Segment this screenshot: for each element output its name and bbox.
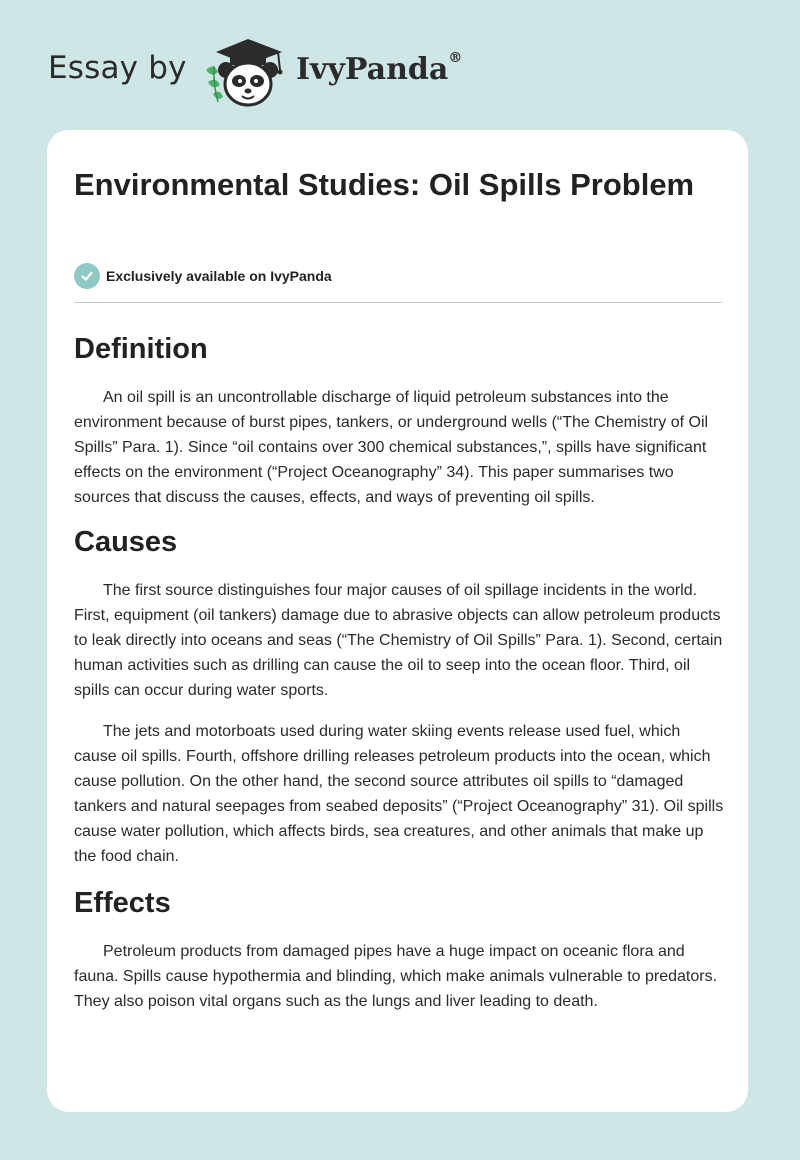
essay-by-label: Essay by — [48, 50, 187, 86]
badge-label: Exclusively available on IvyPanda — [106, 268, 332, 284]
article-body — [74, 320, 724, 1014]
exclusive-badge — [74, 263, 332, 289]
panda-graduate-icon[interactable] — [200, 36, 294, 108]
paragraph: Petroleum products from damaged pipes have a huge impact on oceanic flora and fauna. Spills cause hypothermia and blinding, which make animals vulnerable to predators. They also poison vital organs such as the lungs and liver leading to death. — [74, 943, 718, 1010]
checkmark-circle-icon — [74, 263, 100, 289]
section-heading-definition: Definition — [74, 333, 208, 365]
divider — [74, 302, 722, 303]
section-heading-causes: Causes — [74, 526, 178, 558]
registered-mark: ® — [448, 50, 463, 66]
site-header — [0, 0, 800, 130]
paragraph: The first source distinguishes four major causes of oil spillage incidents in the world. First, equipment (oil tankers) damage due to abrasive objects can allow petroleum products to leak directly into oceans and seas (“The Chemistry of Oil Spills” Para. 1). Second, certain human activities such as drilling can cause the oil to seep into the ocean floor. Third, oil spills can occur during water sports. — [74, 582, 723, 699]
essay-card — [47, 130, 748, 1112]
paragraph: An oil spill is an uncontrollable discharge of liquid petroleum substances into the environment because of burst pipes, tankers, or underground wells (“The Chemistry of Oil Spills” Para. 1). Since “oil contains over 300 chemical substances,”, spills have significant effects on the environment (“Project Oceanography” 34). This paper summarises two sources that discuss the causes, effects, and ways of preventing oil spills. — [74, 389, 709, 506]
section-heading-effects: Effects — [74, 887, 171, 919]
brand-name[interactable]: IvyPanda® — [296, 50, 463, 87]
page-title: Environmental Studies: Oil Spills Problem — [74, 167, 695, 202]
paragraph: The jets and motorboats used during water skiing events release used fuel, which cause oil spills. Fourth, offshore drilling releases petroleum products into the ocean, which cause pollution. On the other hand, the second source attributes oil spills to “damaged tankers and natural seepages from seabed deposits” (“Project Oceanography” 31). Oil spills cause water pollution, which affects birds, sea creatures, and other animals that make up the food chain. — [74, 723, 724, 865]
